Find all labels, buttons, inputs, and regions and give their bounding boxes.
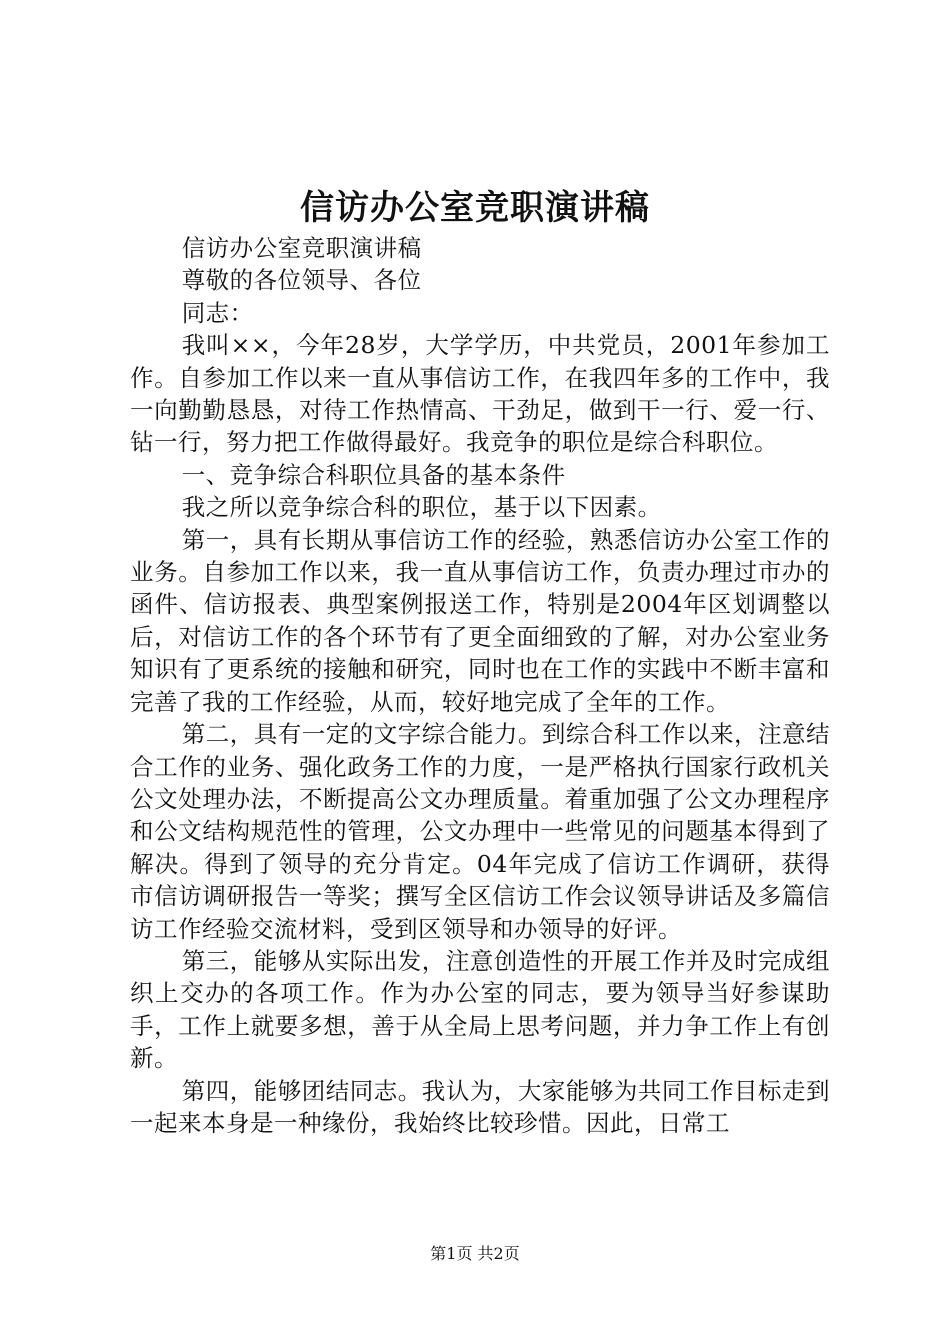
body-paragraph: 我叫××，今年28岁，大学学历，中共党员，2001年参加工作。自参加工作以来一直从事信访工作，在我四年多的工作中，我一向勤勤恳恳，对待工作热情高、干劲足，做到干一行、爱一行、钻一行，努力把工作做得最好。我竞争的职位是综合科职位。 [130,331,830,457]
body-paragraph: 信访办公室竞职演讲稿 [181,234,422,262]
body-paragraph: 第一，具有长期从事信访工作的经验，熟悉信访办公室工作的业务。自参加工作以来，我一直从事信访工作，负责办理过市办的函件、信访报表、典型案例报送工作，特别是2004年区划调整以后，对信访工作的各个环节有了更全面细致的了解，对办公室业务知识有了更系统的接触和研究，同时也在工作的实践中不断丰富和完善了我的工作经验，从而，较好地完成了全年的工作。 [130,525,830,716]
section-heading: 一、竞争综合科职位具备的基本条件 [181,460,566,489]
body-paragraph: 我之所以竞争综合科的职位，基于以下因素。 [181,493,662,522]
page-number-footer: 第1页 共2页 [430,1244,520,1263]
document-title: 信访办公室竞职演讲稿 [300,188,650,228]
body-paragraph: 同志： [181,298,254,327]
body-paragraph: 第三，能够从实际出发，注意创造性的开展工作并及时完成组织上交办的各项工作。作为办公室的同志，要为领导当好参谋助手，工作上就要多想，善于从全局上思考问题，并力争工作上有创新。 [130,946,830,1073]
body-paragraph: 第二，具有一定的文字综合能力。到综合科工作以来，注意结合工作的业务、强化政务工作的力度，一是严格执行国家行政机关公文处理办法，不断提高公文办理质量。着重加强了公文办理程序和公文结构规范性的管理，公文办理中一些常见的问题基本得到了解决。得到了领导的充分肯定。04年完成了信访工作调研，获得市信访调研报告一等奖；撰写全区信访工作会议领导讲话及多篇信访工作经验交流材料，受到区领导和办领导的好评。 [130,720,830,943]
document-body [130,232,830,1139]
body-paragraph: 第四，能够团结同志。我认为，大家能够为共同工作目标走到一起来本身是一种缘份，我始终比较珍惜。因此，日常工 [130,1076,830,1137]
body-paragraph: 尊敬的各位领导、各位 [181,266,422,295]
